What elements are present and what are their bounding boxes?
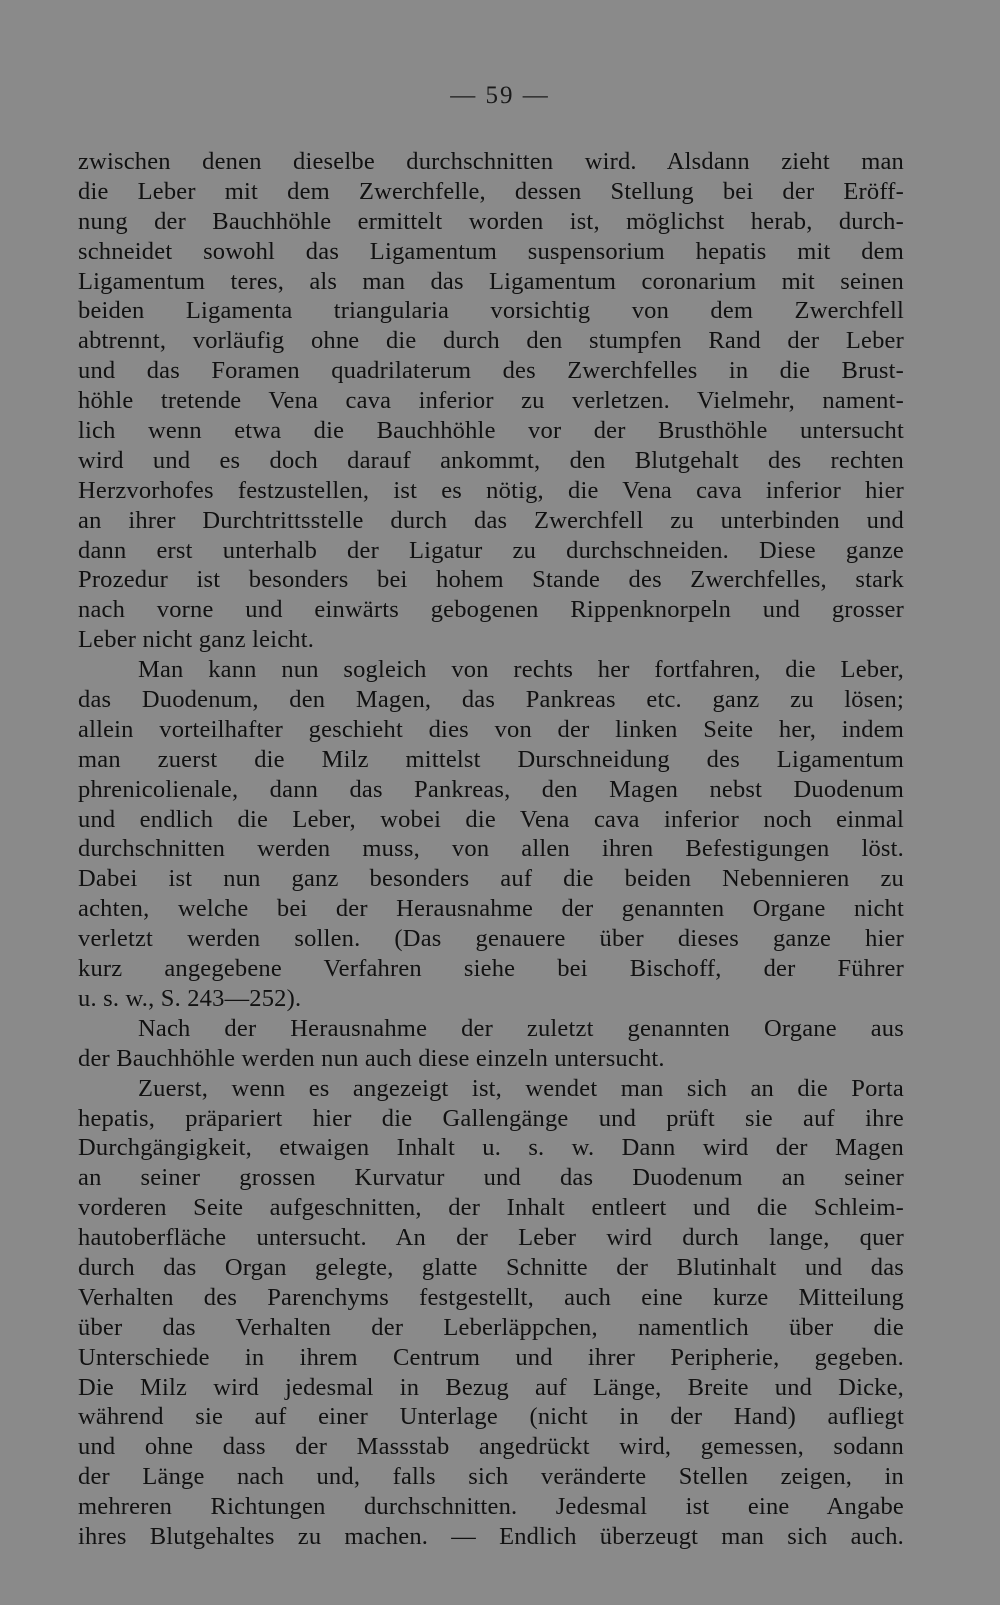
text-line: vorderen Seite aufgeschnitten, der Inhalt entleert und die Schleim- bbox=[78, 1194, 904, 1222]
text-line: Prozedur ist besonders bei hohem Stande des Zwerchfelles, stark bbox=[78, 566, 904, 594]
text-line: Herzvorhofes festzustellen, ist es nötig, die Vena cava inferior hier bbox=[78, 476, 904, 504]
text-line: über das Verhalten der Leberläppchen, namentlich über die bbox=[78, 1313, 904, 1341]
text-line: das Duodenum, den Magen, das Pankreas etc. ganz zu lösen; bbox=[78, 686, 904, 714]
text-line: Man kann nun sogleich von rechts her fortfahren, die Leber, bbox=[138, 656, 904, 684]
text-line: dann erst unterhalb der Ligatur zu durchschneiden. Diese ganze bbox=[78, 536, 904, 564]
text-line: Ligamentum teres, als man das Ligamentum coronarium mit seinen bbox=[78, 267, 904, 295]
text-line: und endlich die Leber, wobei die Vena cava inferior noch einmal bbox=[78, 805, 904, 833]
text-line: Die Milz wird jedesmal in Bezug auf Länge, Breite und Dicke, bbox=[78, 1373, 904, 1401]
text-line: der Bauchhöhle werden nun auch diese einzeln untersucht. bbox=[78, 1044, 665, 1072]
text-line: phrenicolienale, dann das Pankreas, den Magen nebst Duodenum bbox=[78, 775, 904, 803]
text-line: hepatis, präpariert hier die Gallengänge und prüft sie auf ihre bbox=[78, 1104, 904, 1132]
text-line: Zuerst, wenn es angezeigt ist, wendet man sich an die Porta bbox=[138, 1074, 904, 1102]
text-line: Verhalten des Parenchyms festgestellt, auch eine kurze Mitteilung bbox=[78, 1283, 904, 1311]
body-text bbox=[78, 147, 904, 1552]
text-line: die Leber mit dem Zwerchfelle, dessen Stellung bei der Eröff- bbox=[78, 177, 904, 205]
text-line: wird und es doch darauf ankommt, den Blutgehalt des rechten bbox=[78, 446, 904, 474]
text-line: verletzt werden sollen. (Das genauere über dieses ganze hier bbox=[78, 925, 904, 953]
text-line: u. s. w., S. 243—252). bbox=[78, 984, 302, 1012]
text-line: während sie auf einer Unterlage (nicht in der Hand) aufliegt bbox=[78, 1403, 904, 1431]
text-line: mehreren Richtungen durchschnitten. Jedesmal ist eine Angabe bbox=[78, 1493, 904, 1521]
text-line: abtrennt, vorläufig ohne die durch den stumpfen Rand der Leber bbox=[78, 327, 904, 355]
text-line: der Länge nach und, falls sich veränderte Stellen zeigen, in bbox=[78, 1463, 904, 1491]
text-line: kurz angegebene Verfahren siehe bei Bischoff, der Führer bbox=[78, 955, 904, 983]
page-number: — 59 — bbox=[450, 82, 550, 109]
text-line: man zuerst die Milz mittelst Durschneidung des Ligamentum bbox=[78, 745, 904, 773]
text-line: allein vorteilhafter geschieht dies von der linken Seite her, indem bbox=[78, 715, 904, 743]
text-line: nung der Bauchhöhle ermittelt worden ist, möglichst herab, durch- bbox=[78, 207, 904, 235]
text-line: hautoberfläche untersucht. An der Leber wird durch lange, quer bbox=[78, 1224, 904, 1252]
text-line: durchschnitten werden muss, von allen ihren Befestigungen löst. bbox=[78, 835, 904, 863]
text-line: nach vorne und einwärts gebogenen Rippenknorpeln und grosser bbox=[78, 596, 904, 624]
text-line: Unterschiede in ihrem Centrum und ihrer Peripherie, gegeben. bbox=[78, 1343, 904, 1371]
text-line: an ihrer Durchtrittsstelle durch das Zwerchfell zu unterbinden und bbox=[78, 506, 904, 534]
text-line: Nach der Herausnahme der zuletzt genannten Organe aus bbox=[138, 1014, 904, 1042]
text-line: achten, welche bei der Herausnahme der genannten Organe nicht bbox=[78, 895, 904, 923]
text-line: beiden Ligamenta triangularia vorsichtig von dem Zwerchfell bbox=[78, 297, 904, 325]
text-line: und das Foramen quadrilaterum des Zwerchfelles in die Brust- bbox=[78, 357, 904, 385]
text-line: und ohne dass der Massstab angedrückt wird, gemessen, sodann bbox=[78, 1433, 904, 1461]
text-line: zwischen denen dieselbe durchschnitten wird. Alsdann zieht man bbox=[78, 148, 904, 175]
text-line: Durchgängigkeit, etwaigen Inhalt u. s. w. Dann wird der Magen bbox=[78, 1134, 904, 1162]
text-line: an seiner grossen Kurvatur und das Duodenum an seiner bbox=[78, 1164, 904, 1192]
text-line: höhle tretende Vena cava inferior zu verletzen. Vielmehr, nament- bbox=[78, 387, 904, 415]
text-line: lich wenn etwa die Bauchhöhle vor der Brusthöhle untersucht bbox=[78, 417, 904, 445]
text-line: durch das Organ gelegte, glatte Schnitte der Blutinhalt und das bbox=[78, 1253, 904, 1281]
text-line: Dabei ist nun ganz besonders auf die beiden Nebennieren zu bbox=[78, 865, 904, 893]
text-line: schneidet sowohl das Ligamentum suspensorium hepatis mit dem bbox=[78, 237, 904, 265]
text-line: ihres Blutgehaltes zu machen. — Endlich überzeugt man sich auch. bbox=[78, 1522, 904, 1550]
text-line: Leber nicht ganz leicht. bbox=[78, 626, 315, 654]
